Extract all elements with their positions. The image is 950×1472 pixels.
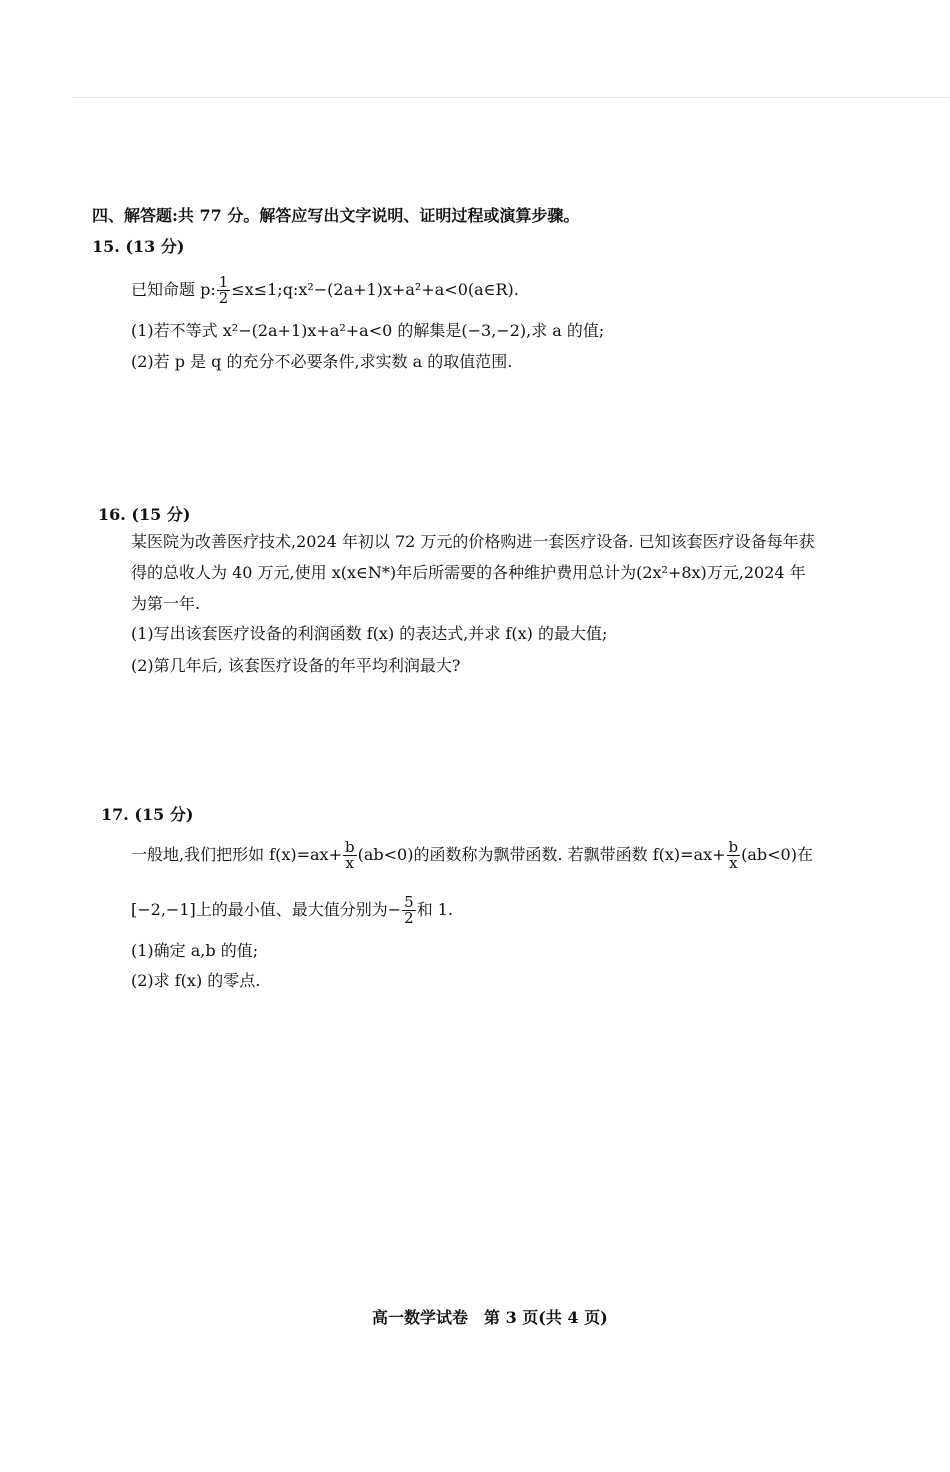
- q17-frac1-denominator: x: [343, 855, 357, 871]
- q16-line2: 得的总收人为 40 万元,使用 x(x∈N*)年后所需要的各种维护费用总计为(2x²+8x)万元,2024 年: [131, 563, 806, 582]
- page-top-rule: [72, 97, 950, 98]
- q15-number: 15. (13 分): [92, 237, 185, 256]
- section-heading: 四、解答题:共 77 分。解答应写出文字说明、证明过程或演算步骤。: [92, 206, 580, 225]
- q17-line2: [131, 893, 453, 927]
- q17-line1-part-c: (ab<0)在: [741, 845, 813, 864]
- q15-frac-numerator: 1: [218, 273, 229, 291]
- q17-frac2-denominator: x: [727, 855, 741, 871]
- q17-frac3-denominator: 2: [404, 909, 414, 927]
- q17-frac3-numerator: 5: [404, 893, 414, 911]
- q15-premise-suffix: ≤x≤1;q:x²−(2a+1)x+a²+a<0(a∈R).: [231, 280, 519, 299]
- q17-fraction2-b-over-x: [727, 840, 741, 871]
- q15-premise-fraction: [217, 275, 231, 306]
- q17-frac2-numerator: b: [728, 838, 739, 856]
- q17-fraction-5-over-2: [402, 895, 416, 926]
- q17-line1-part-a: 一般地,我们把形如 f(x)=ax+: [131, 845, 342, 864]
- q17-part1: (1)确定 a,b 的值;: [131, 941, 259, 960]
- page-footer: 高一数学试卷 第 3 页(共 4 页): [372, 1308, 608, 1327]
- q15-frac-denominator: 2: [218, 289, 229, 307]
- q17-number: 17. (15 分): [101, 805, 194, 824]
- q17-line1: [131, 838, 813, 872]
- q17-line2-part-b: 和 1.: [416, 900, 454, 919]
- q17-line2-part-a: [−2,−1]上的最小值、最大值分别为−: [131, 900, 402, 919]
- q16-part1: (1)写出该套医疗设备的利润函数 f(x) 的表达式,并求 f(x) 的最大值;: [131, 624, 608, 643]
- q17-fraction-b-over-x: [343, 840, 357, 871]
- q17-line1-part-b: (ab<0)的函数称为飘带函数. 若飘带函数 f(x)=ax+: [357, 845, 726, 864]
- q15-part2: (2)若 p 是 q 的充分不必要条件,求实数 a 的取值范围.: [131, 352, 513, 371]
- q17-part2: (2)求 f(x) 的零点.: [131, 971, 261, 990]
- q16-number: 16. (15 分): [98, 505, 191, 524]
- q16-part2: (2)第几年后, 该套医疗设备的年平均利润最大?: [131, 656, 461, 675]
- q15-part1: (1)若不等式 x²−(2a+1)x+a²+a<0 的解集是(−3,−2),求 a 的值;: [131, 321, 605, 340]
- q16-line1: 某医院为改善医疗技术,2024 年初以 72 万元的价格购进一套医疗设备. 已知该套医疗设备每年获: [131, 532, 815, 551]
- q15-premise: [131, 273, 519, 307]
- q15-premise-prefix: 已知命题 p:: [131, 280, 216, 299]
- q17-frac1-numerator: b: [344, 838, 355, 856]
- q16-line3: 为第一年.: [131, 594, 201, 613]
